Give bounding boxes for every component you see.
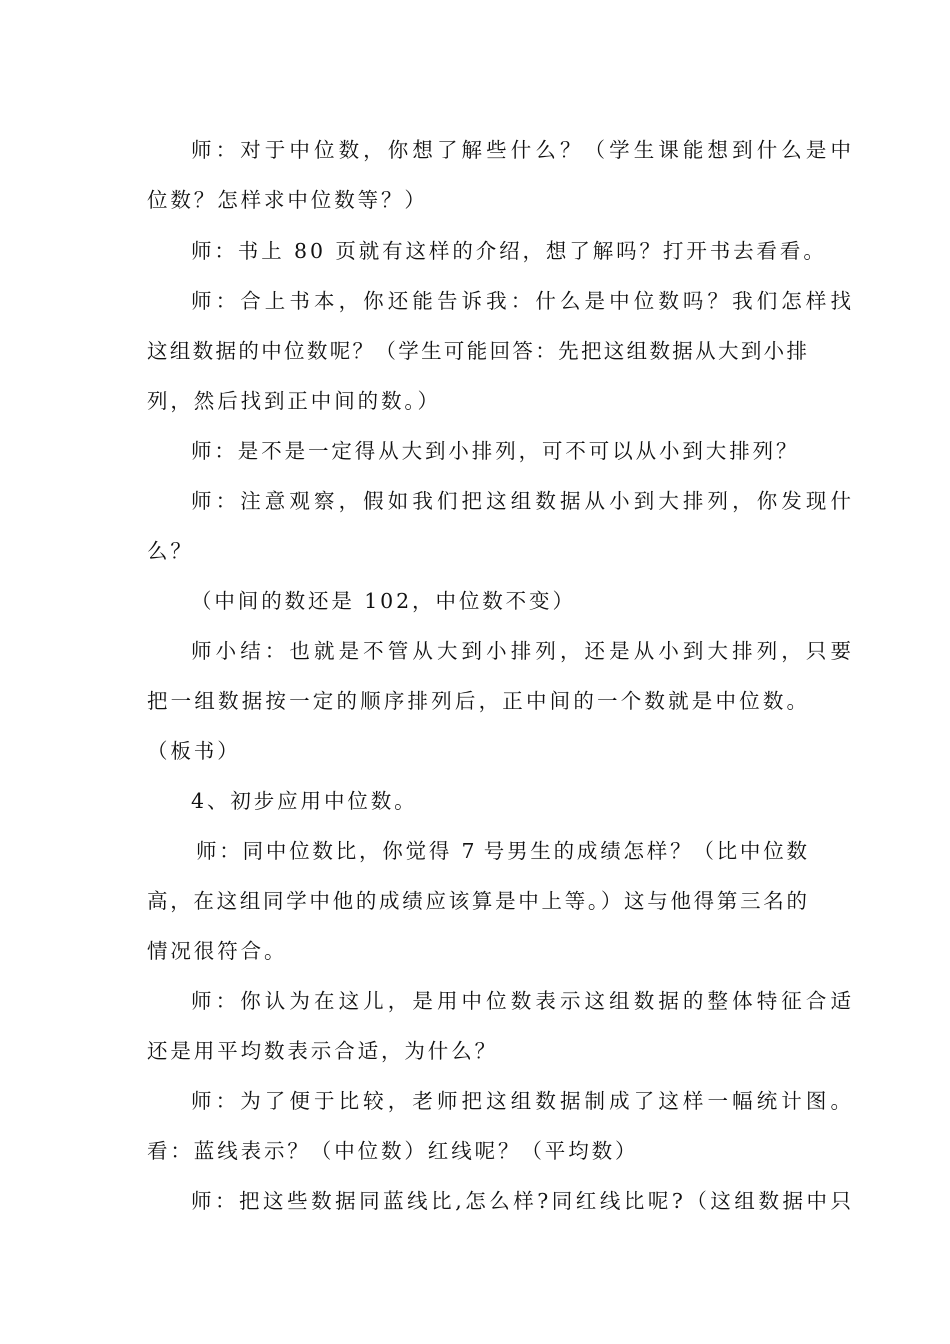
paragraph-line: 还是用平均数表示合适，为什么？ [147,1039,498,1063]
paragraph-line: 把一组数据按一定的顺序排列后，正中间的一个数就是中位数。 [147,689,807,713]
paragraph-line: 师：同中位数比，你觉得 7 号男生的成绩怎样？（比中位数 [196,839,807,863]
section-heading: 4、初步应用中位数。 [191,789,418,813]
paragraph-line: 列，然后找到正中间的数。） [147,389,441,413]
paragraph-line: 么？ [147,539,194,563]
paragraph-line: 师：是不是一定得从大到小排列，可不可以从小到大排列？ [191,439,800,463]
paragraph-line: 师：书上 80 页就有这样的介绍，想了解吗？打开书去看看。 [191,239,827,263]
paragraph-line: 师小结：也就是不管从大到小排列，还是从小到大排列，只要 [191,639,851,663]
paragraph-line: 师：合上书本，你还能告诉我：什么是中位数吗？我们怎样找 [191,289,851,313]
paragraph-line: 看：蓝线表示？（中位数）红线呢？（平均数） [147,1139,639,1163]
paragraph-line: 师：注意观察，假如我们把这组数据从小到大排列，你发现什 [191,489,851,513]
paragraph-line: 这组数据的中位数呢？（学生可能回答：先把这组数据从大到小排 [147,339,807,363]
paragraph-line: （板书） [147,739,241,763]
paragraph-line: 师：把这些数据同蓝线比,怎么样?同红线比呢?（这组数据中只 [191,1189,851,1213]
paragraph-line: 师：为了便于比较，老师把这组数据制成了这样一幅统计图。 [191,1089,851,1113]
paragraph-line: 师：对于中位数，你想了解些什么？（学生课能想到什么是中 [191,138,851,162]
paragraph-line: 位数？怎样求中位数等？） [147,188,428,212]
paragraph-line: （中间的数还是 102，中位数不变） [191,589,576,613]
paragraph-line: 高，在这组同学中他的成绩应该算是中上等。）这与他得第三名的 [147,889,807,913]
paragraph-line: 情况很符合。 [147,939,288,963]
paragraph-line: 师：你认为在这儿，是用中位数表示这组数据的整体特征合适 [191,989,851,1013]
